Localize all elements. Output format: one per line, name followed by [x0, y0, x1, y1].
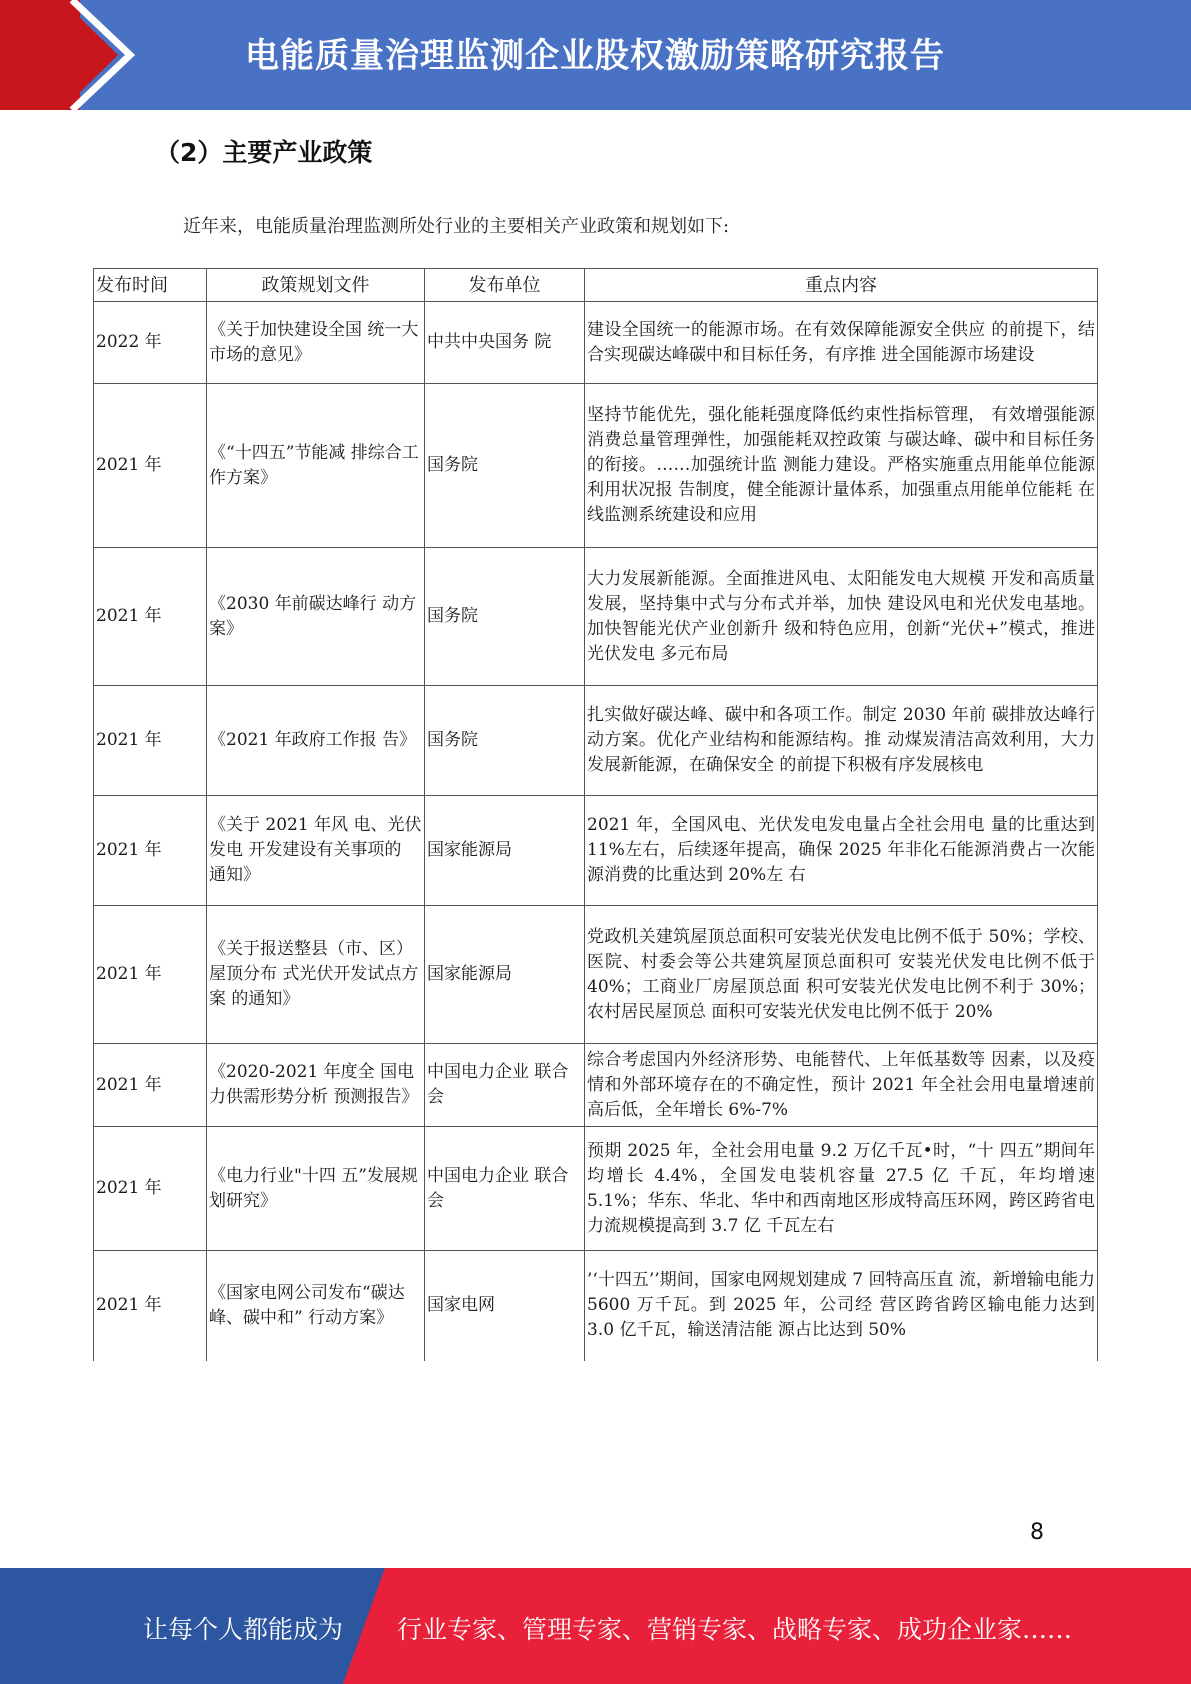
header-arrow-icon	[0, 0, 160, 110]
table-row	[94, 1044, 1098, 1127]
cell-issuer: 中国电力企业 联合会	[425, 1044, 585, 1127]
table-row	[94, 302, 1098, 384]
cell-document: 《2020-2021 年度全 国电力供需形势分析 预测报告》	[207, 1044, 425, 1127]
cell-issuer: 中共中央国务 院	[425, 302, 585, 384]
cell-document: 《关于 2021 年风 电、光伏发电 开发建设有关事项的 通知》	[207, 796, 425, 906]
cell-content: 大力发展新能源。全面推进风电、太阳能发电大规模 开发和高质量发展，坚持集中式与分布式并举，加快 建设风电和光伏发电基地。加快智能光伏产业创新升 级和特色应用，创新“光伏+”模式，推进光伏发电 多元布局	[585, 548, 1098, 686]
intro-paragraph: 近年来，电能质量治理监测所处行业的主要相关产业政策和规划如下:	[183, 216, 730, 237]
cell-issuer: 国务院	[425, 686, 585, 796]
cell-document: 《国家电网公司发布“碳达峰、碳中和” 行动方案》	[207, 1251, 425, 1361]
section-title: （2）主要产业政策	[155, 138, 373, 167]
cell-issuer: 中国电力企业 联合会	[425, 1127, 585, 1251]
cell-content: 2021 年，全国风电、光伏发电发电量占全社会用电 量的比重达到 11%左右，后续逐年提高，确保 2025 年非化石能源消费占一次能源消费的比重达到 20%左 右	[585, 796, 1098, 906]
cell-issuer: 国务院	[425, 548, 585, 686]
table-row	[94, 548, 1098, 686]
page-number: 8	[1030, 1520, 1044, 1545]
report-title: 电能质量治理监测企业股权激励策略研究报告	[245, 36, 945, 76]
table-row	[94, 796, 1098, 906]
cell-issuer: 国家电网	[425, 1251, 585, 1361]
table-row	[94, 384, 1098, 548]
cell-content: 建设全国统一的能源市场。在有效保障能源安全供应 的前提下，结合实现碳达峰碳中和目标任务，有序推 进全国能源市场建设	[585, 302, 1098, 384]
cell-year: 2021 年	[94, 548, 207, 686]
cell-year: 2021 年	[94, 384, 207, 548]
table-header-row	[94, 269, 1098, 302]
cell-year: 2021 年	[94, 686, 207, 796]
table-row	[94, 1127, 1098, 1251]
table-row	[94, 906, 1098, 1044]
footer-banner	[0, 1568, 1191, 1684]
header-content: 重点内容	[585, 269, 1098, 302]
cell-document: 《“十四五”节能减 排综合工作方案》	[207, 384, 425, 548]
cell-document: 《2030 年前碳达峰行 动方案》	[207, 548, 425, 686]
cell-content: 坚持节能优先，强化能耗强度降低约束性指标管理， 有效增强能源消费总量管理弹性，加强能耗双控政策 与碳达峰、碳中和目标任务的衔接。……加强统计监 测能力建设。严格实施重点用能单位能源利用状况报 告制度，健全能源计量体系，加强重点用能单位能耗 在线监测系统建设和应用	[585, 384, 1098, 548]
cell-year: 2021 年	[94, 796, 207, 906]
footer-slogan-right: 行业专家、管理专家、营销专家、战略专家、成功企业家……	[397, 1615, 1073, 1644]
cell-year: 2021 年	[94, 906, 207, 1044]
header-issuer: 发布单位	[425, 269, 585, 302]
cell-content: ’‘十四五’’期间，国家电网规划建成 7 回特高压直 流，新增输电能力 5600 万千瓦。到 2025 年，公司经 营区跨省跨区输电能力达到 3.0 亿千瓦，输送清洁能 源占比达到 50%	[585, 1251, 1098, 1361]
cell-content: 综合考虑国内外经济形势、电能替代、上年低基数等 因素，以及疫情和外部环境存在的不确定性，预计 2021 年全社会用电量增速前高后低，全年增长 6%-7%	[585, 1044, 1098, 1127]
cell-issuer: 国务院	[425, 384, 585, 548]
cell-year: 2022 年	[94, 302, 207, 384]
cell-content: 党政机关建筑屋顶总面积可安装光伏发电比例不低于 50%；学校、医院、村委会等公共建筑屋顶总面积可 安装光伏发电比例不低于 40%；工商业厂房屋顶总面 积可安装光伏发电比例不利于 30%；农村居民屋顶总 面积可安装光伏发电比例不低于 20%	[585, 906, 1098, 1044]
table-row	[94, 686, 1098, 796]
cell-document: 《电力行业"十四 五”发展规划研究》	[207, 1127, 425, 1251]
cell-content: 扎实做好碳达峰、碳中和各项工作。制定 2030 年前 碳排放达峰行动方案。优化产业结构和能源结构。推 动煤炭清洁高效利用，大力发展新能源，在确保安全 的前提下积极有序发展核电	[585, 686, 1098, 796]
cell-issuer: 国家能源局	[425, 906, 585, 1044]
footer-slogan-left: 让每个人都能成为	[143, 1615, 344, 1644]
cell-document: 《2021 年政府工作报 告》	[207, 686, 425, 796]
cell-year: 2021 年	[94, 1251, 207, 1361]
cell-year: 2021 年	[94, 1127, 207, 1251]
table-row	[94, 1251, 1098, 1361]
cell-issuer: 国家能源局	[425, 796, 585, 906]
cell-content: 预期 2025 年，全社会用电量 9.2 万亿千瓦•时，“十 四五”期间年均增长 4.4%，全国发电装机容量 27.5 亿 千瓦，年均增速 5.1%；华东、华北、华中和西南地区形成特高压环网，跨区跨省电力流规模提高到 3.7 亿 千瓦左右	[585, 1127, 1098, 1251]
cell-document: 《关于加快建设全国 统一大市场的意见》	[207, 302, 425, 384]
header-year: 发布时间	[94, 269, 207, 302]
cell-year: 2021 年	[94, 1044, 207, 1127]
cell-document: 《关于报送整县（市、区）屋顶分布 式光伏开发试点方案 的通知》	[207, 906, 425, 1044]
policy-table	[93, 268, 1098, 1361]
header-banner	[0, 0, 1191, 110]
header-document: 政策规划文件	[207, 269, 425, 302]
